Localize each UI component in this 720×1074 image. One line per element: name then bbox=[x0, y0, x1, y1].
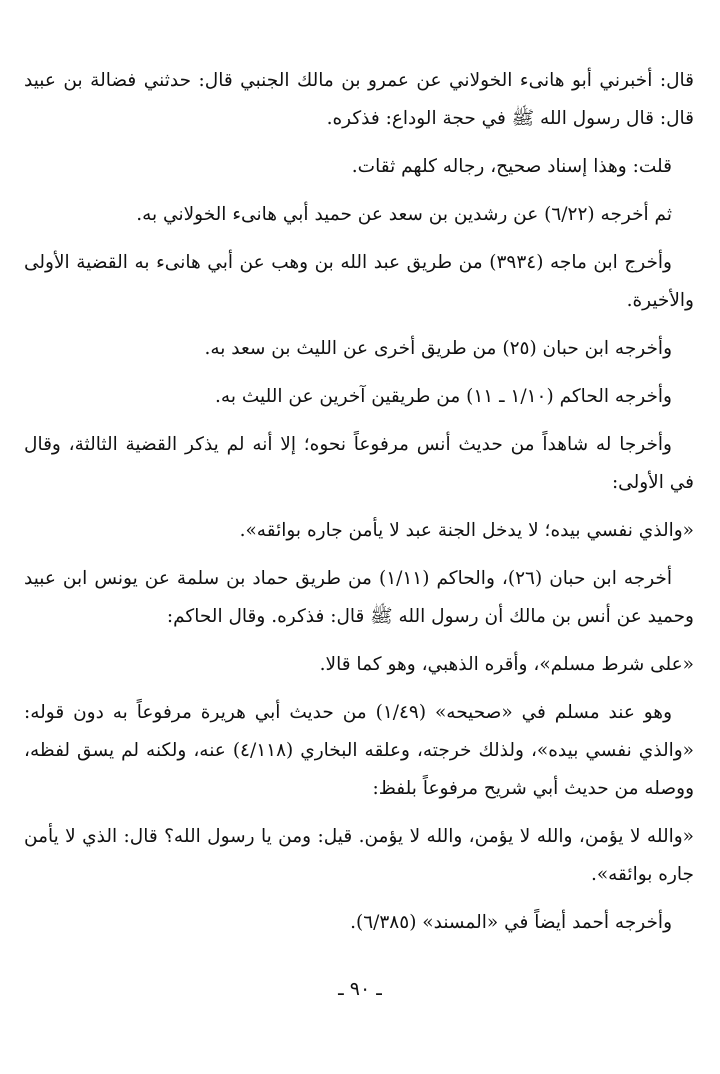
paragraph: أخرجه ابن حبان (٢٦)، والحاكم (١/١١) من طريق حماد بن سلمة عن يونس ابن عبيد وحميد عن أنس بن مالك أن رسول الله ﷺ قال: فذكره. وقال الحاكم: bbox=[24, 568, 694, 627]
page-body bbox=[24, 62, 694, 952]
paragraph: قال: أخبرني أبو هانىء الخولاني عن عمرو بن مالك الجنبي قال: حدثني فضالة بن عبيد قال: قال رسول الله ﷺ في حجة الوداع: فذكره. bbox=[24, 70, 694, 129]
paragraph: وأخرجه ابن حبان (٢٥) من طريق أخرى عن الليث بن سعد به. bbox=[204, 338, 672, 359]
paragraph: ثم أخرجه (٦/٢٢) عن رشدين بن سعد عن حميد أبي هانىء الخولاني به. bbox=[136, 204, 672, 225]
quote-paragraph: «والذي نفسي بيده؛ لا يدخل الجنة عبد لا يأمن جاره بوائقه». bbox=[239, 520, 694, 541]
paragraph: وأخرجه الحاكم (١/١٠ ـ ١١) من طريقين آخرين عن الليث به. bbox=[215, 386, 672, 407]
quote-paragraph: «على شرط مسلم»، وأقره الذهبي، وهو كما قالا. bbox=[319, 654, 694, 675]
paragraph: وأخرجا له شاهداً من حديث أنس مرفوعاً نحوه؛ إلا أنه لم يذكر القضية الثالثة، وقال في الأولى: bbox=[24, 434, 694, 493]
quote-paragraph: «والله لا يؤمن، والله لا يؤمن، والله لا يؤمن. قيل: ومن يا رسول الله؟ قال: الذي لا يأمن جاره بوائقه». bbox=[24, 826, 694, 885]
paragraph: وأخرج ابن ماجه (٣٩٣٤) من طريق عبد الله بن وهب عن أبي هانىء به القضية الأولى والأخيرة. bbox=[24, 252, 694, 311]
paragraph: قلت: وهذا إسناد صحيح، رجاله كلهم ثقات. bbox=[351, 156, 672, 177]
page-number: ـ ٩٠ ـ bbox=[338, 978, 382, 1000]
paragraph: وأخرجه أحمد أيضاً في «المسند» (٦/٣٨٥). bbox=[350, 912, 672, 933]
paragraph: وهو عند مسلم في «صحيحه» (١/٤٩) من حديث أبي هريرة مرفوعاً به دون قوله: «والذي نفسي بيده»، ولذلك خرجته، وعلقه البخاري (٤/١١٨) عنه، ولكنه لم يسق لفظه، ووصله من حديث أبي شريح مرفوعاً بلفظ: bbox=[24, 702, 694, 799]
